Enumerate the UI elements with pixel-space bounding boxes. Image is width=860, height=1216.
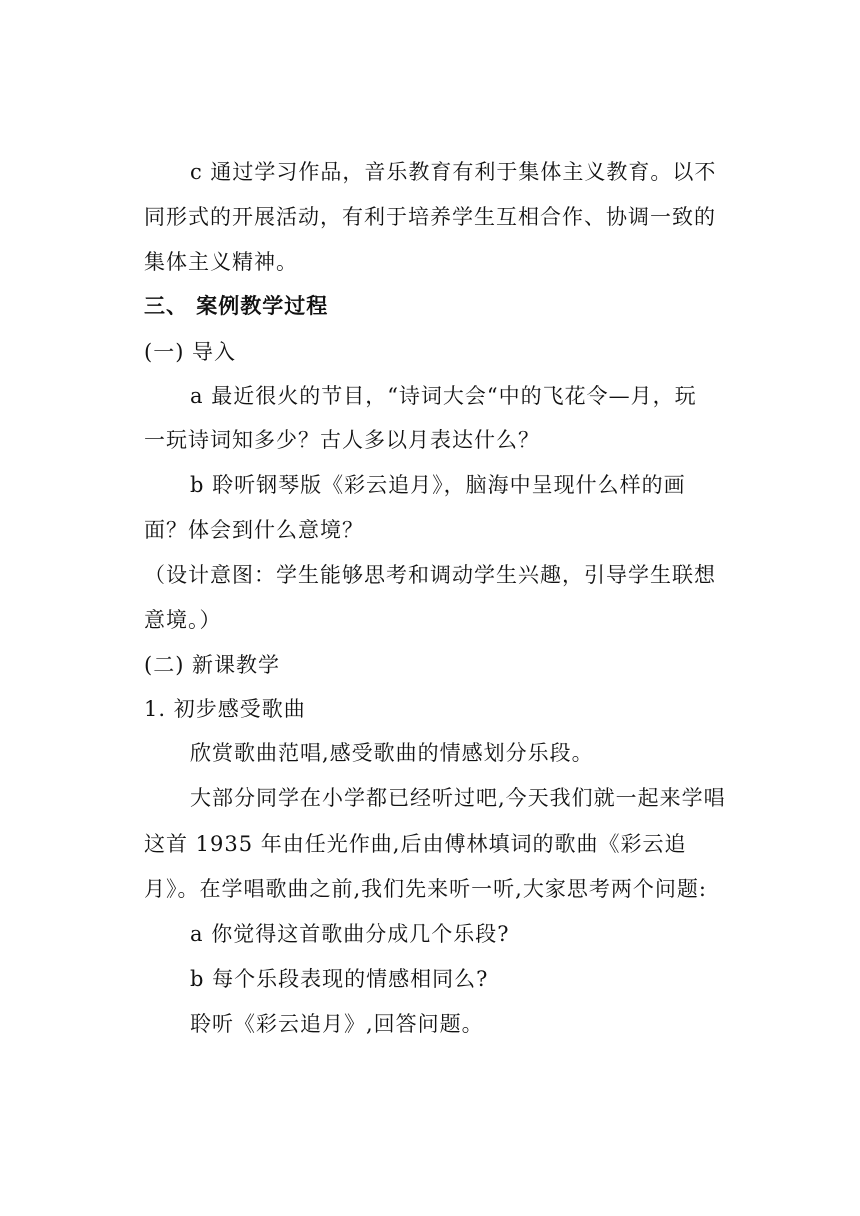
question-b: b 每个乐段表现的情感相同么? (190, 967, 489, 991)
intro-a-line-1: a 最近很火的节目，“诗词大会“中的飞花令—月，玩 (190, 384, 697, 408)
paragraph-c-line-2: 同形式的开展活动，有利于培养学生互相合作、协调一致的 (144, 205, 716, 229)
story-line-3: 月》。在学唱歌曲之前,我们先来听一听,大家思考两个问题: (144, 877, 707, 901)
subsection-heading-new-lesson: (二) 新课教学 (144, 653, 281, 677)
paragraph-c-line-3: 集体主义精神。 (144, 250, 298, 274)
design-intent-line-1: （设计意图：学生能够思考和调动学生兴趣，引导学生联想 (144, 563, 716, 587)
paragraph-c-line-1: c 通过学习作品，音乐教育有利于集体主义教育。以不 (190, 160, 717, 184)
appreciate-paragraph: 欣赏歌曲范唱,感受歌曲的情感划分乐段。 (190, 741, 594, 765)
subsection-heading-intro: (一) 导入 (144, 340, 237, 364)
section-heading: 三、 案例教学过程 (144, 294, 329, 318)
intro-b-line-2: 面？体会到什么意境？ (144, 518, 364, 542)
intro-b-line-1: b 聆听钢琴版《彩云追月》，脑海中呈现什么样的画 (190, 473, 686, 497)
story-line-2: 这首 1935 年由任光作曲,后由傅林填词的歌曲《彩云追 (144, 832, 687, 856)
intro-a-line-2: 一玩诗词知多少？古人多以月表达什么？ (144, 428, 540, 452)
question-a: a 你觉得这首歌曲分成几个乐段? (190, 922, 510, 946)
listen-instruction: 聆听《彩云追月》,回答问题。 (190, 1012, 484, 1036)
story-line-1: 大部分同学在小学都已经听过吧,今天我们就一起来学唱 (190, 786, 726, 810)
design-intent-line-2: 意境。） (144, 608, 222, 632)
item-1-heading: 1. 初步感受歌曲 (144, 697, 306, 721)
